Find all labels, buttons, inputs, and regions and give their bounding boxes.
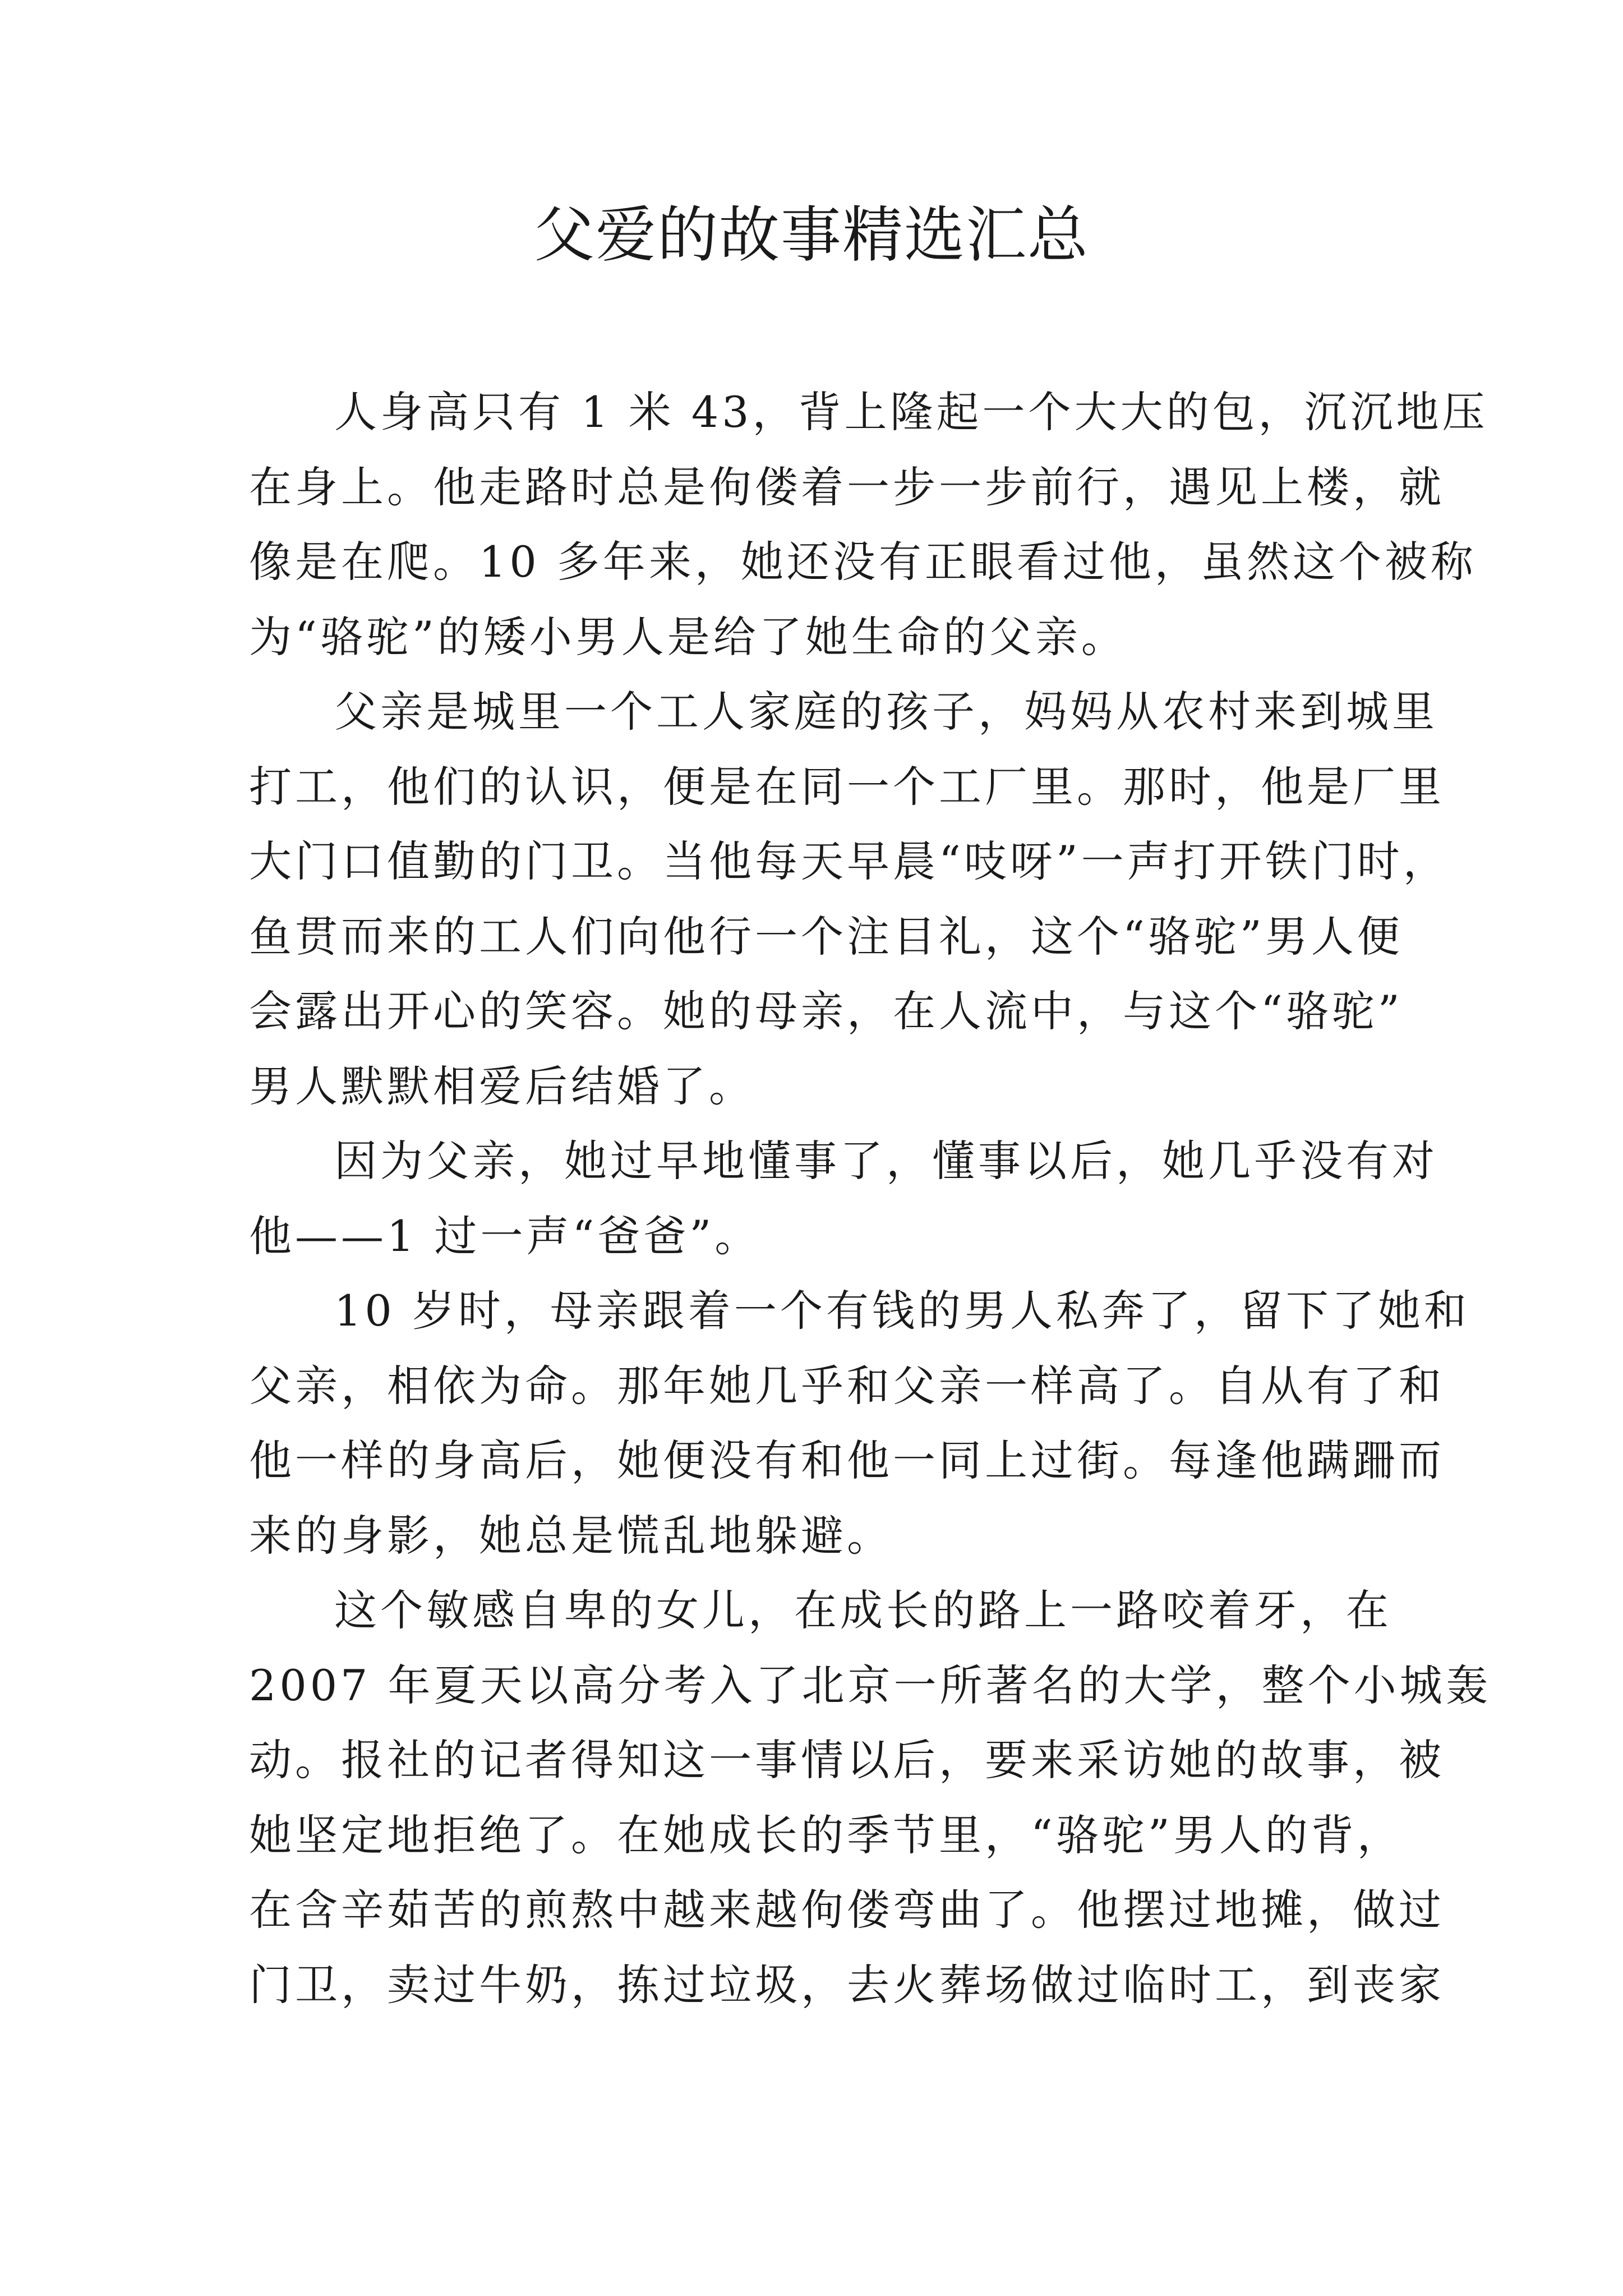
text-line: 在含辛茹苦的煎熬中越来越佝偻弯曲了。他摆过地摊，做过	[249, 1885, 1445, 1935]
text-line: 大门口值勤的门卫。当他每天早晨“吱呀”一声打开铁门时，	[249, 836, 1449, 886]
document-body	[249, 375, 1492, 2022]
paragraph	[249, 1124, 1438, 1273]
text-line: 父亲，相依为命。那年她几乎和父亲一样高了。自从有了和	[249, 1360, 1445, 1411]
text-line: 10 岁时，母亲跟着一个有钱的男人私奔了，留下了她和	[334, 1286, 1470, 1336]
text-line: 在身上。他走路时总是佝偻着一步一步前行，遇见上楼，就	[249, 462, 1445, 512]
text-line: 人身高只有 1 米 43，背上隆起一个大大的包，沉沉地压	[334, 387, 1488, 437]
text-line: 像是在爬。10 多年来，她还没有正眼看过他，虽然这个被称	[249, 537, 1477, 587]
text-line: 她坚定地拒绝了。在她成长的季节里，“骆驼”男人的背，	[249, 1810, 1403, 1860]
document-title: 父爱的故事精选汇总	[533, 200, 1089, 270]
text-line: 这个敏感自卑的女儿，在成长的路上一路咬着牙，在	[334, 1585, 1392, 1635]
paragraph	[249, 1573, 1492, 2022]
text-line: 门卫，卖过牛奶，拣过垃圾，去火葬场做过临时工，到丧家	[249, 1959, 1445, 2010]
text-line: 父亲是城里一个工人家庭的孩子，妈妈从农村来到城里	[334, 687, 1438, 737]
text-line: 动。报社的记者得知这一事情以后，要来采访她的故事，被	[249, 1735, 1445, 1785]
paragraph	[249, 375, 1488, 674]
text-line: 他——1 过一声“爸爸”。	[249, 1211, 761, 1261]
text-line: 男人默默相爱后结婚了。	[249, 1061, 755, 1111]
text-line: 为“骆驼”的矮小男人是给了她生命的父亲。	[249, 611, 1127, 662]
text-line: 2007 年夏天以高分考入了北京一所著名的大学，整个小城轰	[249, 1660, 1492, 1710]
text-line: 会露出开心的笑容。她的母亲，在人流中，与这个“骆驼”	[249, 986, 1403, 1036]
text-line: 打工，他们的认识，便是在同一个工厂里。那时，他是厂里	[249, 761, 1445, 812]
text-line: 鱼贯而来的工人们向他行一个注目礼，这个“骆驼”男人便	[249, 911, 1403, 961]
text-line: 来的身影，她总是慌乱地躲避。	[249, 1510, 893, 1561]
text-line: 因为父亲，她过早地懂事了，懂事以后，她几乎没有对	[334, 1136, 1438, 1186]
paragraph	[249, 1273, 1470, 1573]
paragraph	[249, 674, 1449, 1124]
text-line: 他一样的身高后，她便没有和他一同上过街。每逢他蹒跚而	[249, 1435, 1445, 1485]
